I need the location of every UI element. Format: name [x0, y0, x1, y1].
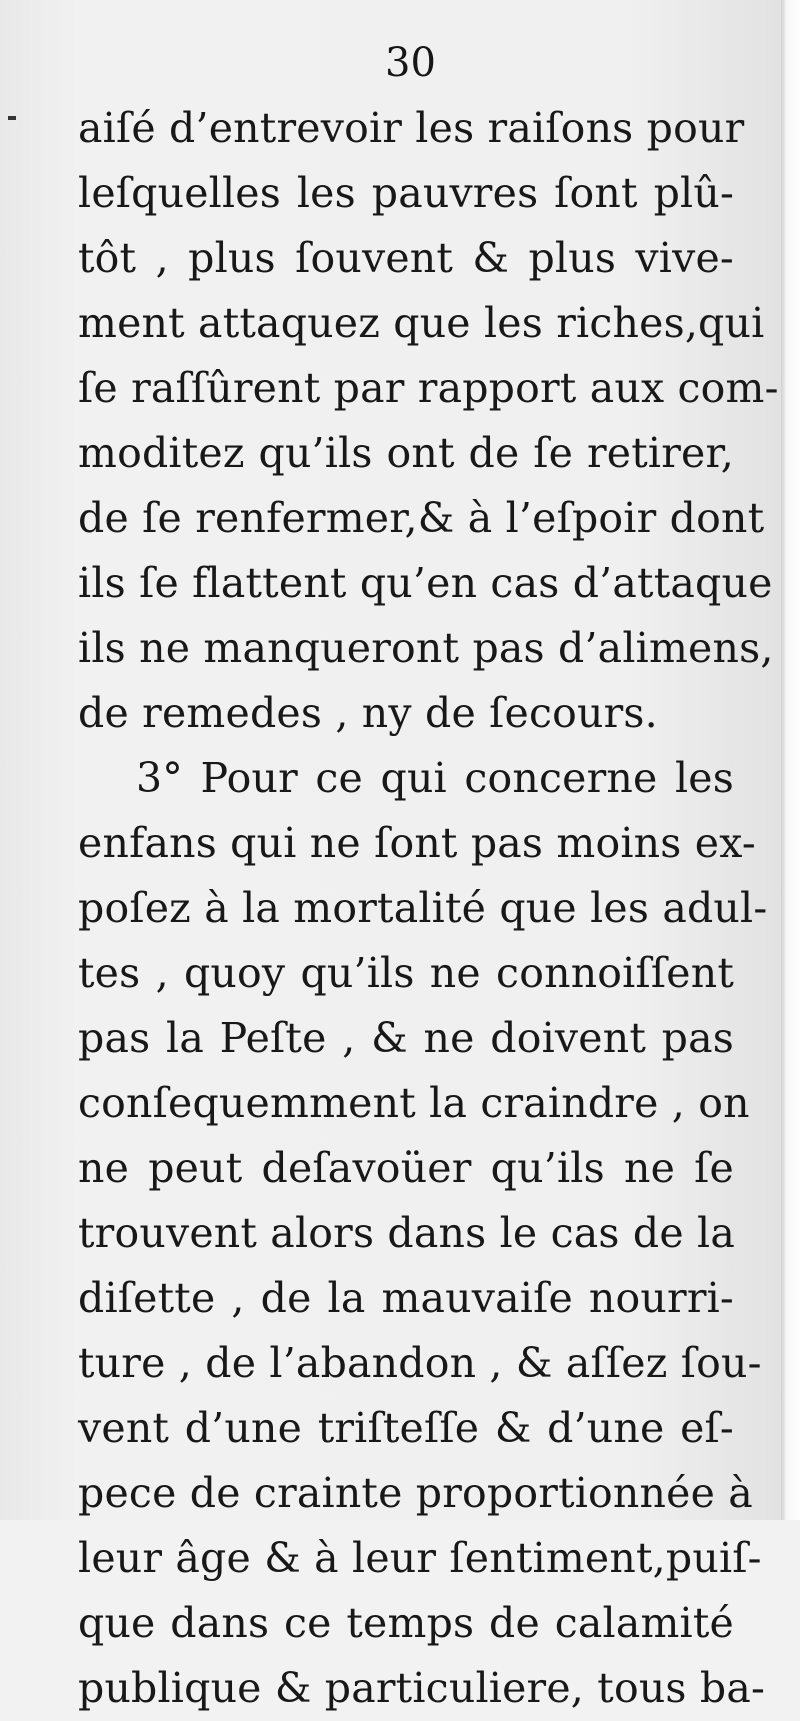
text-line: moditez qu’ils ont de ſe retirer,	[78, 429, 734, 477]
text-line: pas la Peſte , & ne doivent pas	[78, 1014, 734, 1062]
text-line: ils ſe flattent qu’en cas d’attaque	[78, 559, 773, 607]
text-line: ils ne manqueront pas d’alimens,	[78, 624, 774, 672]
margin-mark	[8, 116, 16, 120]
text-line: diſette , de la mauvaiſe nourri-	[78, 1274, 734, 1322]
text-line: trouvent alors dans le cas de la	[78, 1209, 735, 1257]
text-line: ment attaquez que les riches,qui	[78, 299, 765, 347]
text-line: pece de crainte proportionnée à	[78, 1469, 753, 1517]
text-line: poſez à la mortalité que les adul-	[78, 884, 768, 932]
text-line: ture , de l’abandon , & aſſez ſou-	[78, 1339, 762, 1387]
text-line: conſequemment la craindre , on	[78, 1079, 750, 1127]
text-line: 3° Pour ce qui concerne les	[136, 754, 734, 802]
text-line: de remedes , ny de ſecours.	[78, 689, 658, 737]
text-line: leſquelles les pauvres ſont plû-	[78, 169, 734, 217]
text-line: enfans qui ne ſont pas moins ex-	[78, 819, 756, 867]
text-line: ſe raſſûrent par rapport aux com-	[78, 364, 779, 412]
text-line: tes , quoy qu’ils ne connoiſſent	[78, 949, 734, 997]
text-line: tôt , plus ſouvent & plus vive-	[78, 234, 734, 282]
page-number: 30	[385, 40, 436, 86]
text-line: ne peut deſavoüer qu’ils ne ſe	[78, 1144, 734, 1192]
body-text	[78, 96, 779, 1721]
text-line: vent d’une triſteſſe & d’une eſ-	[78, 1404, 734, 1452]
text-line: publique & particuliere, tous ba-	[78, 1664, 766, 1712]
text-line: de ſe renfermer,& à l’eſpoir dont	[78, 494, 765, 542]
text-line: aiſé d’entrevoir les raiſons pour	[78, 104, 745, 152]
page-edge	[781, 0, 800, 1520]
text-line: leur âge & à leur ſentiment,puiſ-	[78, 1534, 762, 1582]
text-line: que dans ce temps de calamité	[78, 1599, 734, 1647]
